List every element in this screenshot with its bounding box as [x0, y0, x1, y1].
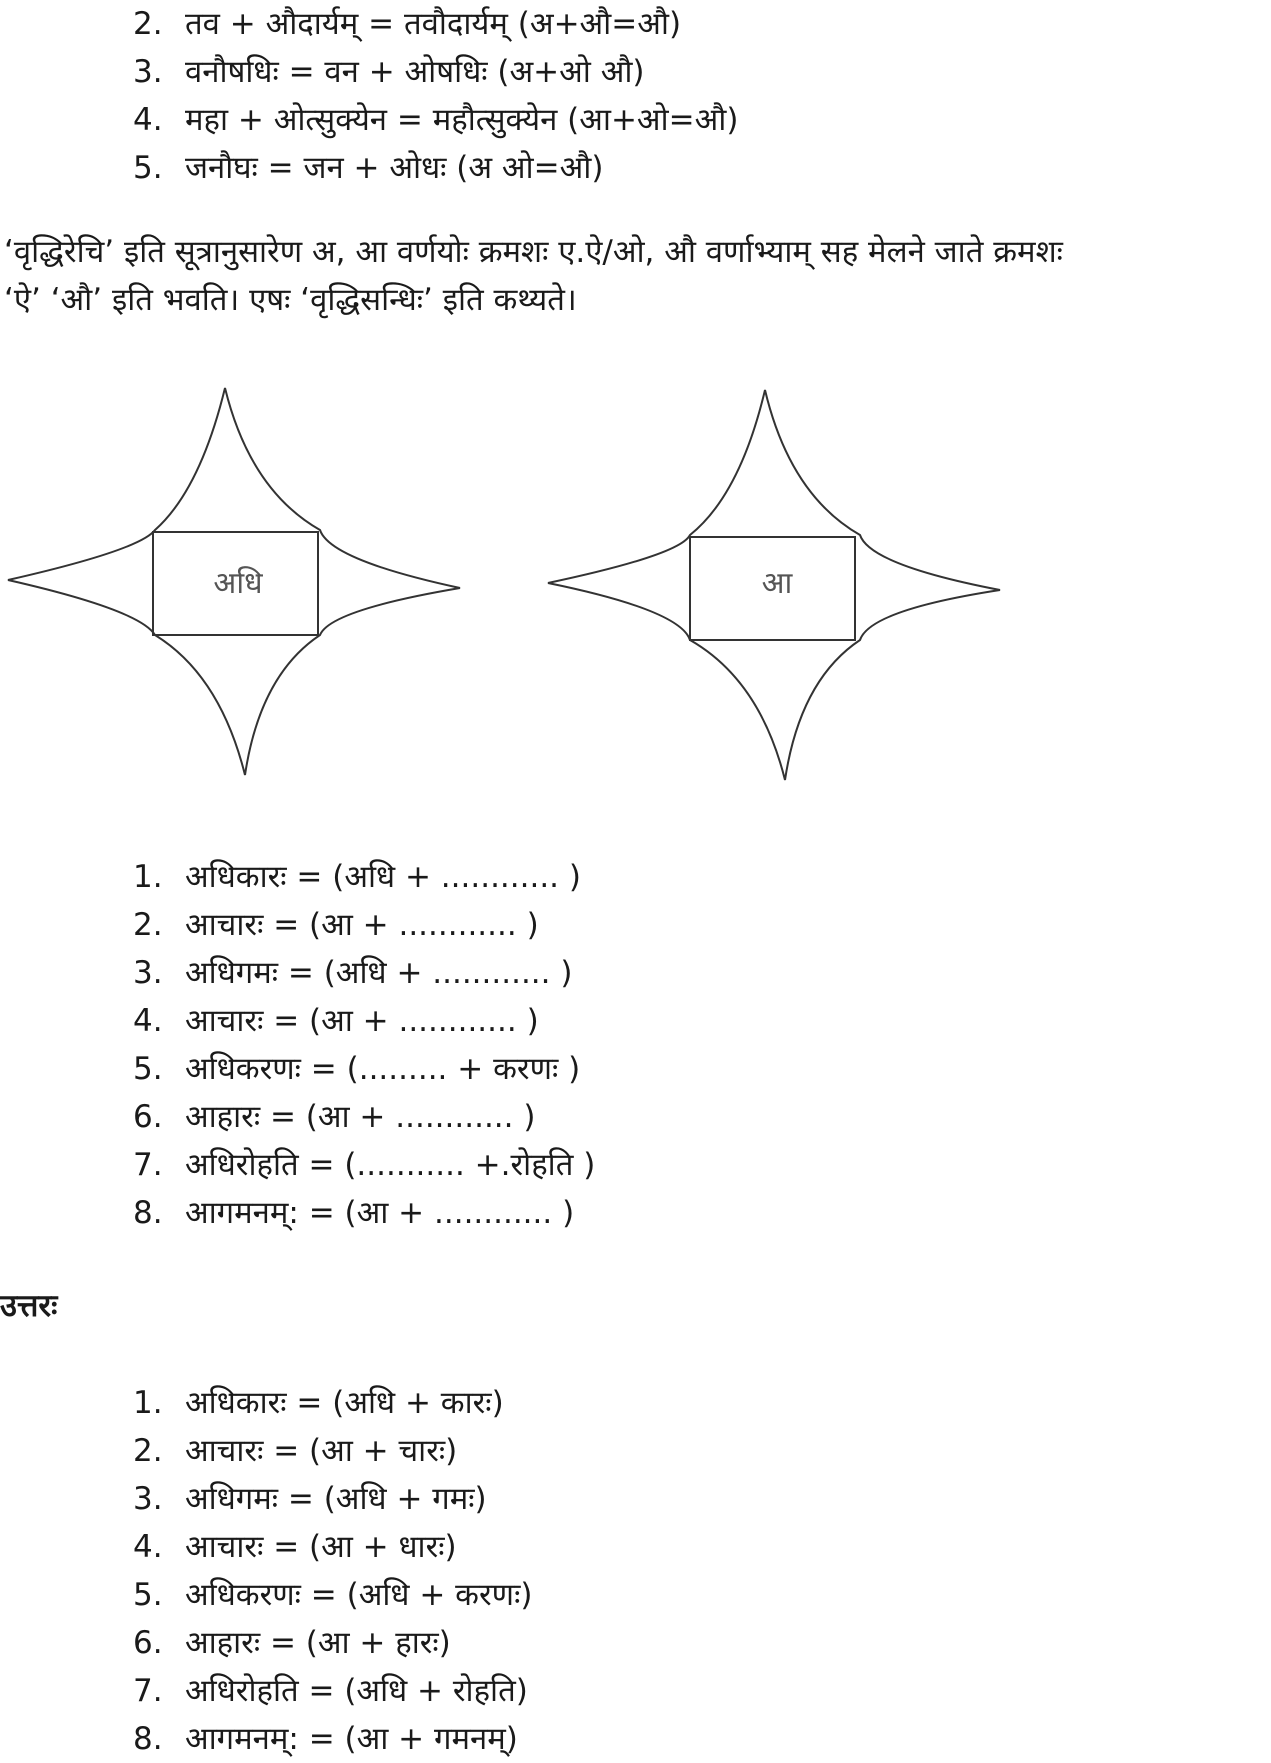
item-text: आगमनम्: = (आ + गमनम्) — [185, 1721, 518, 1757]
item-text: आहारः = (आ + हारः) — [185, 1625, 451, 1661]
item-number: 2. — [133, 907, 163, 943]
item-text: महा + ओत्सुक्येन = महौत्सुक्येन (आ+ओ=औ) — [185, 102, 739, 138]
figure-label: अधि — [213, 566, 263, 601]
figure-label: आ — [761, 566, 793, 601]
item-number: 6. — [133, 1625, 163, 1661]
item-number: 5. — [133, 1051, 163, 1087]
item-number: 3. — [133, 955, 163, 991]
item-text: अधिकरणः = (अधि + करणः) — [185, 1577, 533, 1613]
item-text: अधिरोहति = (........... +.रोहति ) — [185, 1147, 596, 1183]
star-figures — [0, 385, 1271, 785]
star-figure-aa — [540, 385, 1010, 785]
item-number: 7. — [133, 1147, 163, 1183]
rule-paragraph — [4, 228, 1266, 324]
item-text: वनौषधिः = वन + ओषधिः (अ+ओ औ) — [185, 54, 645, 90]
item-text: अधिरोहति = (अधि + रोहति) — [185, 1673, 528, 1709]
item-number: 4. — [133, 1003, 163, 1039]
paragraph-line-2: ‘ऐ’ ‘औ’ इति भवति। एषः ‘वृद्धिसन्धिः’ इति कथ्यते। — [4, 282, 577, 318]
item-number: 1. — [133, 859, 163, 895]
item-text: आचारः = (आ + ............ ) — [185, 907, 539, 943]
item-text: आगमनम्: = (आ + ............ ) — [185, 1195, 575, 1231]
item-number: 8. — [133, 1195, 163, 1231]
item-text: आहारः = (आ + ............ ) — [185, 1099, 536, 1135]
item-number: 1. — [133, 1385, 163, 1421]
answer-heading: उत्तरः — [0, 1288, 58, 1324]
item-number: 3. — [133, 54, 163, 90]
item-text: तव + औदार्यम् = तवौदार्यम् (अ+औ=औ) — [185, 6, 682, 42]
item-number: 5. — [133, 150, 163, 186]
item-text: जनौघः = जन + ओधः (अ ओ=औ) — [185, 150, 604, 186]
item-number: 2. — [133, 6, 163, 42]
item-text: अधिकारः = (अधि + ............ ) — [185, 859, 581, 895]
item-number: 7. — [133, 1673, 163, 1709]
paragraph-line-1: ‘वृद्धिरेचि’ इति सूत्रानुसारेण अ, आ वर्णयोः क्रमशः ए.ऐ/ओ, औ वर्णाभ्याम् सह मेलने जाते क्रमशः — [4, 234, 1063, 270]
item-number: 8. — [133, 1721, 163, 1757]
item-text: अधिगमः = (अधि + ............ ) — [185, 955, 573, 991]
item-text: आचारः = (आ + धारः) — [185, 1529, 457, 1565]
item-number: 4. — [133, 1529, 163, 1565]
item-number: 3. — [133, 1481, 163, 1517]
item-number: 4. — [133, 102, 163, 138]
item-text: अधिकारः = (अधि + कारः) — [185, 1385, 504, 1421]
item-number: 6. — [133, 1099, 163, 1135]
item-text: अधिगमः = (अधि + गमः) — [185, 1481, 487, 1517]
item-text: आचारः = (आ + चारः) — [185, 1433, 458, 1469]
item-number: 2. — [133, 1433, 163, 1469]
star-figure-adhi — [0, 385, 470, 785]
item-text: आचारः = (आ + ............ ) — [185, 1003, 539, 1039]
item-number: 5. — [133, 1577, 163, 1613]
item-text: अधिकरणः = (......... + करणः ) — [185, 1051, 581, 1087]
